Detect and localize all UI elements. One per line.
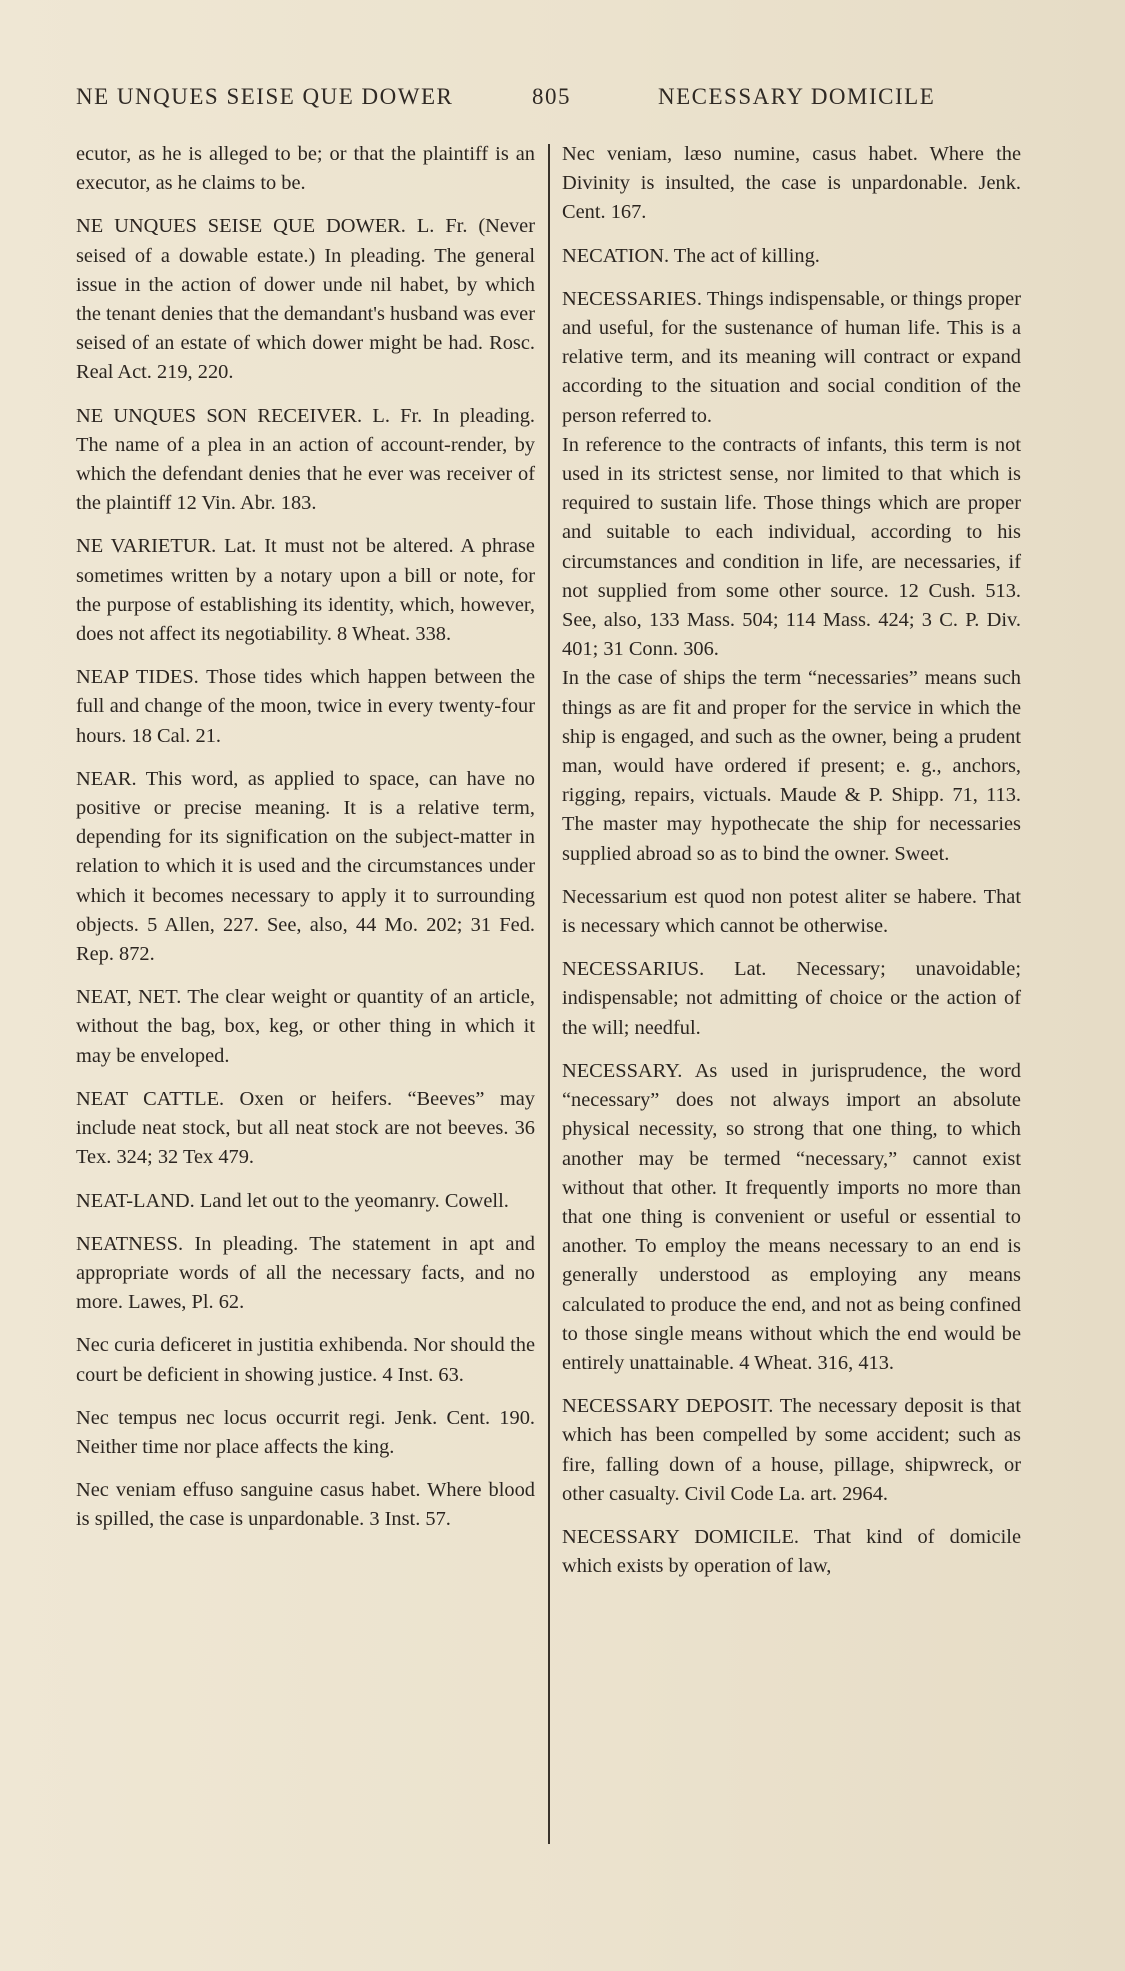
left-column (76, 140, 535, 1549)
entry: Nec veniam effuso sanguine casus habet. Where blood is spilled, the case is unpardonable. 3 Inst. 57. (76, 1479, 535, 1531)
entry: Nec veniam, læso numine, casus habet. Where the Divinity is insulted, the case is unpardonable. Jenk. Cent. 167. (562, 143, 1021, 224)
entry: Nec tempus nec locus occurrit regi. Jenk. Cent. 190. Neither time nor place affects the king. (76, 1406, 535, 1458)
entry-paragraph: In reference to the contracts of infants, this term is not used in its strictest sense, nor limited to that which is required to sustain life. Those things which are proper and suitable to each individual, according to his circumstances and condition in life, are necessaries, if not supplied from some other source. 12 Cush. 513. See, also, 133 Mass. 504; 114 Mass. 424; 3 C. P. Div. 401; 31 Conn. 306. (562, 433, 1021, 661)
entry: NEATNESS. In pleading. The statement in apt and appropriate words of all the necessary facts, and no more. Lawes, Pl. 62. (76, 1232, 535, 1314)
entry: NEAT, NET. The clear weight or quantity of an article, without the bag, box, keg, or other thing in which it may be enveloped. (76, 986, 535, 1067)
entry: Nec curia deficeret in justitia exhibenda. Nor should the court be deficient in showing justice. 4 Inst. 63. (76, 1334, 535, 1386)
entry: NECESSARIES. Things indispensable, or things proper and useful, for the sustenance of human life. This is a relative term, and its meaning will contract or expand according to the situation and social condition of the person referred to. (562, 287, 1021, 427)
page-number: 805 (532, 84, 571, 109)
entry: NECESSARY. As used in jurisprudence, the word “necessary” does not always import an absolute physical necessity, so strong that one thing, to which another may be termed “necessary,” cannot exist without that other. It frequently imports no more than that one thing is convenient or useful or essential to another. To employ the means necessary to an end is generally understood as employing any means calculated to produce the end, and not as being confined to those single means without which the end would be entirely unattainable. 4 Wheat. 316, 413. (562, 1059, 1021, 1374)
entry: NECATION. The act of killing. (562, 244, 820, 267)
entry: NE UNQUES SON RECEIVER. L. Fr. In pleading. The name of a plea in an action of account-render, by which the defendant denies that he ever was receiver of the plaintiff 12 Vin. Abr. 183. (76, 404, 535, 515)
entry: NEAP TIDES. Those tides which happen between the full and change of the moon, twice in every twenty-four hours. 18 Cal. 21. (76, 666, 535, 747)
header-left-guideword: NE UNQUES SEISE QUE DOWER (76, 84, 454, 109)
entry-paragraph: In the case of ships the term “necessaries” means such things as are fit and proper for the service in which the ship is engaged, and such as the owner, being a prudent man, would have ordered if present; e. g., anchors, rigging, repairs, victuals. Maude & P. Shipp. 71, 113. The master may hypothecate the ship for necessaries supplied abroad so as to bind the owner. Sweet. (562, 667, 1021, 865)
entry: NECESSARY DOMICILE. That kind of domicile which exists by operation of law, (562, 1525, 1021, 1578)
entry: ecutor, as he is alleged to be; or that the plaintiff is an executor, as he claims to be. (76, 143, 535, 195)
entry: NEAR. This word, as applied to space, can have no positive or precise meaning. It is a relative term, depending for its signification on the subject-matter in relation to which it is used and the circumstances under which it becomes necessary to apply it to surrounding objects. 5 Allen, 227. See, also, 44 Mo. 202; 31 Fed. Rep. 872. (76, 767, 535, 966)
entry: NECESSARIUS. Lat. Necessary; unavoidable; indispensable; not admitting of choice or the action of the will; needful. (562, 958, 1021, 1039)
entry: Necessarium est quod non potest aliter se habere. That is necessary which cannot be otherwise. (562, 885, 1021, 938)
column-divider (548, 144, 550, 1844)
entry: NE UNQUES SEISE QUE DOWER. L. Fr. (Never seised of a dowable estate.) In pleading. The general issue in the action of dower unde nil habet, by which the tenant denies that the demandant's husband was ever seised of an estate of which dower might be had. Rosc. Real Act. 219, 220. (76, 215, 535, 384)
entry: NEAT CATTLE. Oxen or heifers. “Beeves” may include neat stock, but all neat stock are not beeves. 36 Tex. 324; 32 Tex 479. (76, 1087, 535, 1169)
entry: NE VARIETUR. Lat. It must not be altered. A phrase sometimes written by a notary upon a bill or note, for the purpose of establishing its identity, which, however, does not affect its negotiability. 8 Wheat. 338. (76, 535, 535, 646)
entry: NEAT-LAND. Land let out to the yeomanry. Cowell. (76, 1189, 509, 1212)
header-right-guideword: NECESSARY DOMICILE (658, 84, 936, 109)
entry: NECESSARY DEPOSIT. The necessary deposit is that which has been compelled by some accident; such as fire, falling down of a house, pillage, shipwreck, or other casualty. Civil Code La. art. 2964. (562, 1395, 1021, 1505)
right-column (562, 140, 1021, 1595)
